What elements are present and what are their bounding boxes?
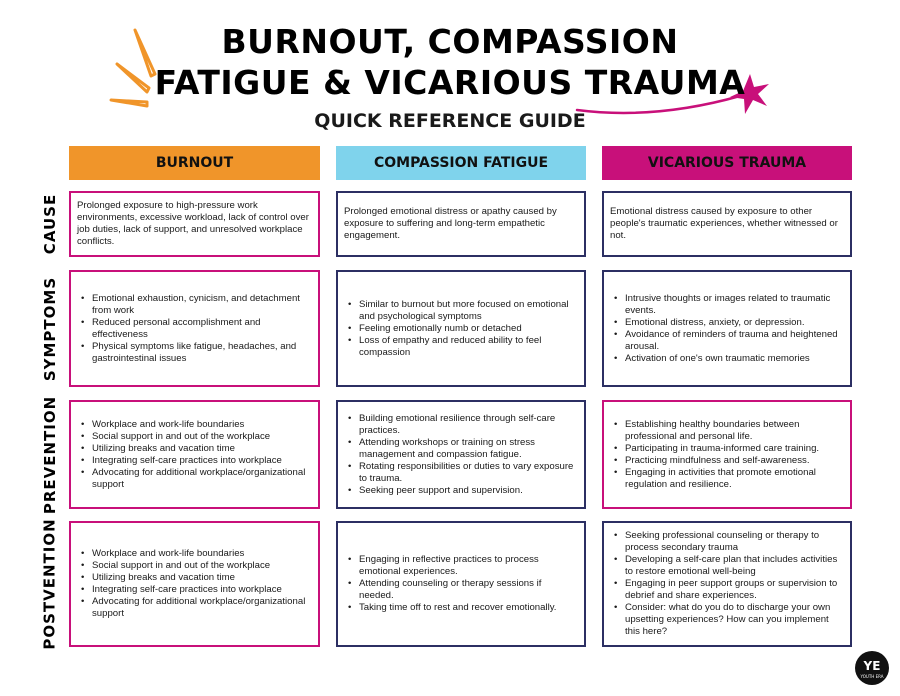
cause-burnout-cell: Prolonged exposure to high-pressure work environments, excessive workload, lack of control over job duties, lack of support, and unresolved workplace conflicts. — [69, 191, 320, 257]
bullet-item: • Consider: what do you do to discharge your own upsetting experiences? How can you implement this here? — [610, 602, 844, 638]
page-title-line1: BURNOUT, COMPASSION — [221, 22, 679, 61]
bullet-item: • Practicing mindfulness and self-awareness. — [610, 455, 844, 467]
youth-era-logo — [855, 651, 889, 685]
bullet-item: • Workplace and work-life boundaries — [77, 419, 312, 431]
row-label-postvention: POSTVENTION — [41, 518, 59, 650]
svg-text:YOUTH ERA: YOUTH ERA — [860, 674, 884, 679]
bullet-item: • Loss of empathy and reduced ability to feel compassion — [344, 335, 578, 359]
bullet-item: • Workplace and work-life boundaries — [77, 548, 312, 560]
bullet-item: • Intrusive thoughts or images related to traumatic events. — [610, 293, 844, 317]
postvention-burnout-cell — [69, 521, 320, 647]
bullet-item: • Integrating self-care practices into workplace — [77, 584, 312, 596]
row-label-prevention: PREVENTION — [41, 395, 60, 514]
bullet-item: • Engaging in activities that promote emotional regulation and resilience. — [610, 467, 844, 491]
page-title-line2: FATIGUE & VICARIOUS TRAUMA — [154, 63, 746, 102]
bullet-item: • Feeling emotionally numb or detached — [344, 323, 578, 335]
bullet-item: • Reduced personal accomplishment and effectiveness — [77, 317, 312, 341]
bullet-item: • Activation of one's own traumatic memories — [610, 353, 844, 365]
bullet-item: • Utilizing breaks and vacation time — [77, 443, 312, 455]
column-header-compassion-fatigue: COMPASSION FATIGUE — [336, 146, 586, 180]
bullet-item: • Engaging in reflective practices to process emotional experiences. — [344, 554, 578, 578]
bullet-item: • Advocating for additional workplace/organizational support — [77, 596, 312, 620]
prevention-compassion-cell — [336, 400, 586, 509]
page-subtitle: QUICK REFERENCE GUIDE — [314, 110, 586, 132]
bullet-item: • Participating in trauma-informed care training. — [610, 443, 844, 455]
bullet-item: • Emotional exhaustion, cynicism, and detachment from work — [77, 293, 312, 317]
prevention-vicarious-cell — [602, 400, 852, 509]
row-label-symptoms: SYMPTOMS — [41, 276, 59, 381]
logo-icon — [857, 653, 887, 683]
bullet-item: • Developing a self-care plan that includes activities to restore emotional well-being — [610, 554, 844, 578]
postvention-compassion-cell — [336, 521, 586, 647]
cause-compassion-cell: Prolonged emotional distress or apathy caused by exposure to suffering and long-term empathetic engagement. — [336, 191, 586, 257]
column-header-burnout: BURNOUT — [69, 146, 320, 180]
cause-vicarious-cell: Emotional distress caused by exposure to other people's traumatic experiences, whether witnessed or not. — [602, 191, 852, 257]
row-label-cause: CAUSE — [41, 193, 60, 255]
bullet-item: • Emotional distress, anxiety, or depression. — [610, 317, 844, 329]
bullet-item: • Building emotional resilience through self-care practices. — [344, 413, 578, 437]
prevention-burnout-cell — [69, 400, 320, 509]
bullet-item: • Integrating self-care practices into workplace — [77, 455, 312, 467]
bullet-item: • Social support in and out of the workplace — [77, 431, 312, 443]
bullet-item: • Establishing healthy boundaries between professional and personal life. — [610, 419, 844, 443]
svg-text:YE: YE — [863, 659, 881, 673]
bullet-item: • Engaging in peer support groups or supervision to debrief and share experiences. — [610, 578, 844, 602]
bullet-item: • Taking time off to rest and recover emotionally. — [344, 602, 578, 614]
bullet-item: • Attending workshops or training on stress management and compassion fatigue. — [344, 437, 578, 461]
bullet-item: • Seeking peer support and supervision. — [344, 485, 578, 497]
bullet-item: • Seeking professional counseling or therapy to process secondary trauma — [610, 530, 844, 554]
bullet-item: • Similar to burnout but more focused on emotional and psychological symptoms — [344, 299, 578, 323]
bullet-item: • Advocating for additional workplace/organizational support — [77, 467, 312, 491]
bullet-item: • Social support in and out of the workplace — [77, 560, 312, 572]
bullet-item: • Rotating responsibilities or duties to vary exposure to trauma. — [344, 461, 578, 485]
symptoms-vicarious-cell — [602, 270, 852, 387]
bullet-item: • Avoidance of reminders of trauma and heightened arousal. — [610, 329, 844, 353]
bullet-item: • Physical symptoms like fatigue, headaches, and gastrointestinal issues — [77, 341, 312, 365]
bullet-item: • Utilizing breaks and vacation time — [77, 572, 312, 584]
postvention-vicarious-cell — [602, 521, 852, 647]
symptoms-compassion-cell — [336, 270, 586, 387]
bullet-item: • Attending counseling or therapy sessions if needed. — [344, 578, 578, 602]
symptoms-burnout-cell — [69, 270, 320, 387]
column-header-vicarious-trauma: VICARIOUS TRAUMA — [602, 146, 852, 180]
